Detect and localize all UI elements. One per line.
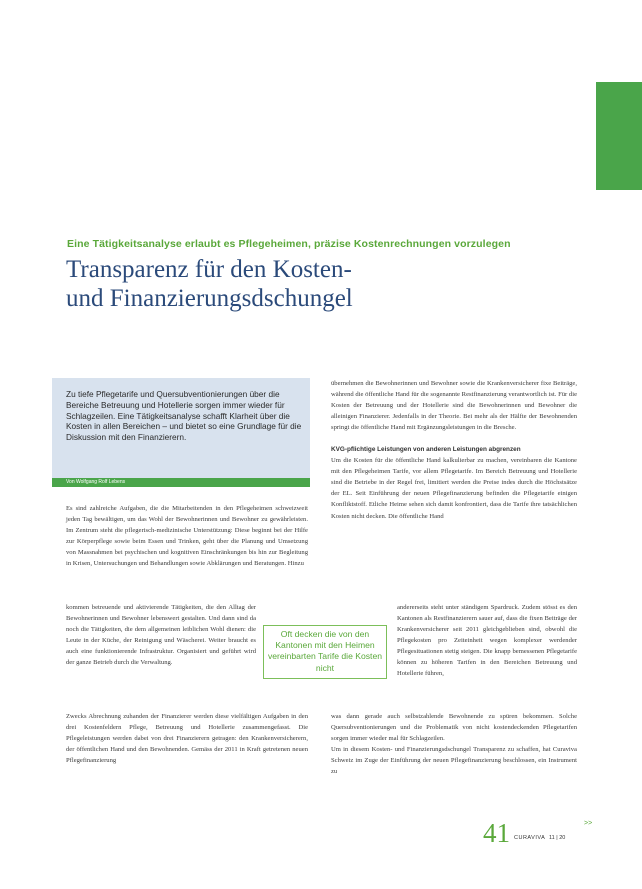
- column-1-bottom: [66, 711, 308, 766]
- kicker: Eine Tätigkeitsanalyse erlaubt es Pflegeheimen, präzise Kostenrechnungen vorzulegen: [67, 238, 511, 250]
- column-2: [331, 378, 577, 522]
- lead-text: Zu tiefe Pflegetarife und Quersubventionierungen über die Bereiche Betreuung und Hotellerie sorgen immer wieder für Schlagzeilen. Eine Tätigkeitsanalyse schafft Klarheit über die Kosten in allen Bereichen – und bietet so eine Grundlage für die Diskussion mit den Finanzierern.: [66, 389, 302, 443]
- col1-paragraph-2: Zwecks Abrechnung zuhanden der Finanzierer werden diese vielfältigen Aufgaben in den drei Kostenfeldern Pflege, Betreuung und Hotellerie zusammengefasst. Die Pflegeleistungen werden dabei von drei Finanzierern getragen: den Krankenversicherern, der öffentlichen Hand und den Bewohnenden. Gemäss der 2011 in Kraft getretenen neuen Pflegefinanzierung: [66, 713, 308, 765]
- col2-paragraph-3: was dann gerade auch selbstzahlende Bewohnende zu spüren bekommen. Solche Quersubventionierungen und die Problematik von nicht kostendeckenden Pflegetarifen sorgen immer wieder mal für Schlagzeilen.: [331, 713, 577, 743]
- col2-paragraph-4: Um in diesem Kosten- und Finanzierungsdschungel Transparenz zu schaffen, hat Curaviva Schweiz im Zuge der Einführung der neuen Pflegefinanzierung beschlossen, ein Instrument zu: [331, 746, 577, 776]
- section-tab-label: Alter: [592, 171, 598, 184]
- column-1-wrap: kommen betreuende und aktivierende Tätigkeiten, die den Alltag der Bewohnerinnen und Bewohner lebenswert gestalten. Und dann sind da noch die Tätigkeiten, die dem allgemeinen leiblichen Wohl dienen: die Leute in der Küche, der Reinigung und Wäscherei. Weiter braucht es auch eine funktionierende Infrastruktur. Organisiert und geführt wird der ganze Betrieb durch die Verwaltung.: [66, 604, 256, 667]
- col2-paragraph-2: Um die Kosten für die öffentliche Hand kalkulierbar zu machen, vereinbaren die Kantone mit den Pflegeheimen Tarife, vor allem Pflegetarife. Im Bereich Betreuung und Hotellerie sind die Betriebe in der Regel frei, limitiert werden die Preise indes durch die Höchstsätze der EL. Seit Einführung der neuen Pflegefinanzierung befinden die Pflegetarife einigen Konfliktstoff. Etliche Heime sehen sich damit konfrontiert, dass die Tarife ihre tatsächlichen Kosten nicht decken. Die öffentliche Hand: [331, 457, 577, 520]
- column-1: [66, 503, 308, 569]
- issue-number: 11 | 20: [549, 835, 566, 841]
- article-title: [66, 255, 566, 313]
- page-number: 41: [483, 818, 510, 848]
- publication-name: CURAVIVA: [514, 835, 546, 841]
- column-2-wrap: andererseits steht unter ständigem Spardruck. Zudem stösst es den Kantonen als Restfinanzierern sauer auf, dass die fixen Beiträge der Krankenversicherer seit 2011 gleichgeblieben sind, obwohl die Pflegekosten pro Zeiteinheit wegen komplexer werdender Pflegesituationen stetig steigen. Die knapp bemessenen Pflegetarife können zu höheren Tarifen in den Bereichen Betreuung und Hotellerie führen,: [397, 604, 577, 678]
- title-line-1: Transparenz für den Kosten-: [66, 256, 352, 283]
- credit-bar: [52, 478, 310, 487]
- continue-marker: >>: [584, 820, 593, 827]
- section-tab: [592, 82, 642, 190]
- col2-paragraph: übernehmen die Bewohnerinnen und Bewohner sowie die Krankenversicherer fixe Beiträge, während die öffentliche Hand für die sogenannte Restfinanzierung verantwortlich ist. Für die Kosten der Betreuung und der Hotellerie sind die Bewohnerinnen und Bewohner die alleinigen Finanzierer. Jedenfalls in der Theorie. Bei mehr als der Hälfte der Bewohnenden springt die öffentliche Hand mit Ergänzungsleistungen in die Bresche.: [331, 380, 577, 432]
- pull-quote: Oft decken die von den Kantonen mit den Heimen vereinbarten Tarife die Kosten nicht: [263, 625, 387, 679]
- column-2-bottom: [331, 711, 577, 777]
- author-credit: Von Wolfgang Rolf Lebens: [66, 479, 126, 485]
- subheading: KVG-pflichtige Leistungen von anderen Leistungen abgrenzen: [331, 446, 521, 454]
- title-line-2: und Finanzierungsdschungel: [66, 285, 353, 312]
- col1-paragraph: Es sind zahlreiche Aufgaben, die die Mitarbeitenden in den Pflegeheimen schweizweit jeden Tag bewältigen, um das Wohl der Bewohnerinnen und Bewohner zu gewährleisten. Im Zentrum steht die pflegerisch-medizinische Unterstützung: Diese beginnt bei der Hilfe zur Körperpflege sowie beim Essen und Trinken, geht über die Planung und Umsetzung von Massnahmen bei psychischen und kognitiven Einschränkungen bis hin zur Begleitung in Krisen, Untersuchungen und Behandlungen sowie Abklärungen und Beratungen. Hinzu: [66, 505, 308, 568]
